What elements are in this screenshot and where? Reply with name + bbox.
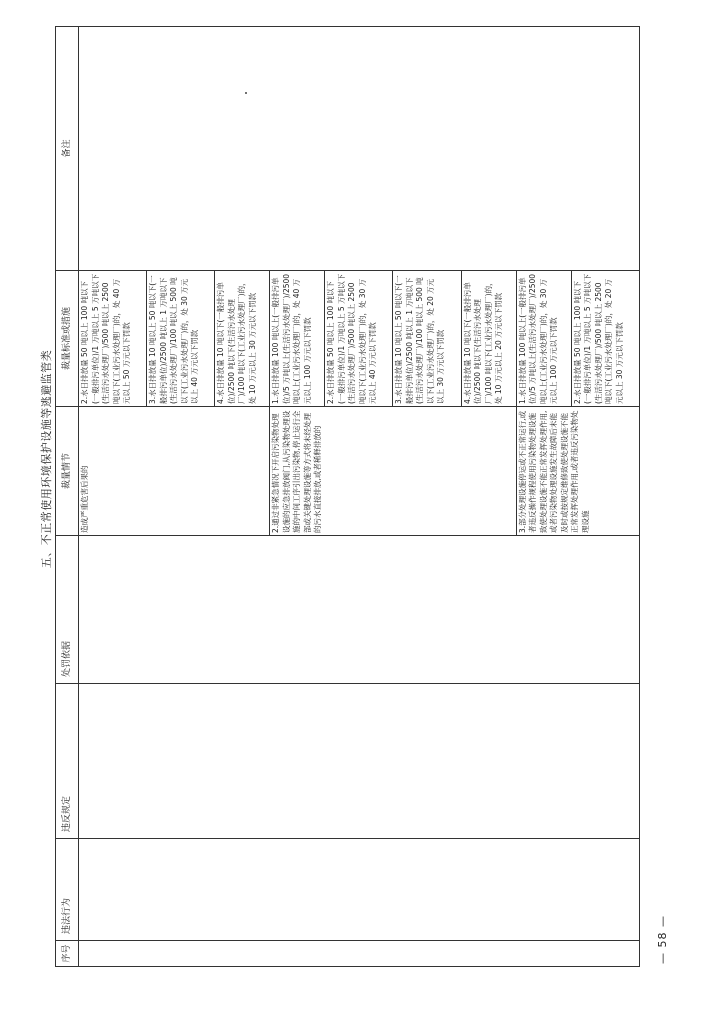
header-seq: 序号 <box>56 941 79 967</box>
cell-measures: 3.水日排放量 10 吨以上 50 吨以下(一般排污单位)/2500 吨以上 1 万吨以下(生活污水处理厂)/100 吨以上 500 吨以下(工业污水处理厂)的，处 30 万元以上 40 万元以下罚款 <box>147 271 215 407</box>
cell-measures: 3.水日排放量 10 吨以上 50 吨以下(一般排污单位)/2500 吨以上 1 万吨以下(生活污水处理厂)/100 吨以上 500 吨以下(工业污水处理厂)的，处 20 万元以上 30 万元以下罚款 <box>393 271 461 407</box>
cell-measures: 4.水日排放量 10 吨以下(一般排污单位)/2500 吨以下(生活污水处理厂)/100 吨以下(工业污水处理厂)的，处 10 万元以上 20 万元以下罚款 <box>461 271 516 407</box>
cell-measures: 1.水日排放量 100 吨以上(一般排污单位)/5 万吨以上(生活污水处理厂)/2500 吨以上(工业污水处理厂)的，处 30 万元以上 100 万元以下罚款 <box>516 271 571 407</box>
header-regulation: 违反规定 <box>56 684 79 839</box>
page-number: — 58 — <box>656 915 669 964</box>
penalty-table <box>55 26 640 967</box>
header-basis: 处罚依据 <box>56 536 79 684</box>
cell-plot: 造成严重危害后果的 <box>79 407 270 536</box>
cell-seq <box>79 941 640 967</box>
header-measures: 裁量标准或措施 <box>56 271 79 407</box>
cell-measures: 4.水日排放量 10 吨以下(一般排污单位)/2500 吨以下(生活污水处理厂)/100 吨以下(工业污水处理厂)的，处 10 万元以上 30 万元以下罚款 <box>215 271 270 407</box>
scan-speck <box>245 92 247 94</box>
cell-measures: 2.水日排放量 50 吨以上 100 吨以下(一般排污单位)/1 万吨以上 5 万吨以下(生活污水处理厂)/500 吨以上 2500 吨以下(工业污水处理厂)的，处 20 万元以上 30 万元以下罚款 <box>571 271 639 407</box>
header-plot: 裁量情节 <box>56 407 79 536</box>
table-header-row <box>56 27 79 967</box>
cell-behavior <box>79 839 640 941</box>
cell-measures: 2.水日排放量 50 吨以上 100 吨以下(一般排污单位)/1 万吨以上 5 万吨以下(生活污水处理厂)/500 吨以上 2500 吨以下(工业污水处理厂)的，处 40 万元以上 50 万元以下罚款 <box>79 271 147 407</box>
cell-regulation <box>79 684 640 839</box>
section-title: 五、不正常使用环境保护设施等逃避监管类 <box>40 349 53 569</box>
cell-basis <box>79 536 640 684</box>
cell-note <box>79 27 640 271</box>
header-note: 备注 <box>56 27 79 271</box>
cell-plot: 3.部分处理设施停运或不正常运行,或者违反操作规程使用污染物处理设施致使处理设施不能正常发挥处理作用,或者污染物处理设施发生故障后未能及时或按规定维修致使处理设施不能正常发挥处理作用,或者违反污染物处理设施 <box>516 407 639 536</box>
cell-measures: 1.水日排放量 100 吨以上(一般排污单位)/5 万吨以上(生活污水处理厂)/2500 吨以上(工业污水处理厂)的，处 40 万元以上 100 万元以下罚款 <box>270 271 325 407</box>
cell-measures: 2.水日排放量 50 吨以上 100 吨以下(一般排污单位)/1 万吨以上 5 万吨以下(生活污水处理厂)/500 吨以上 2500 吨以下(工业污水处理厂)的，处 30 万元以上 40 万元以下罚款 <box>325 271 393 407</box>
table-row <box>79 27 147 967</box>
header-behavior: 违法行为 <box>56 839 79 941</box>
cell-plot: 2.通过非紧急情况下开启污染物处理设施的应急排放阀门,从污染物处理设施的中间工序引出污染物,停止运行全部或关键处理设施等方式将未经处理的污水直接排放,或者稀释排放的 <box>270 407 516 536</box>
